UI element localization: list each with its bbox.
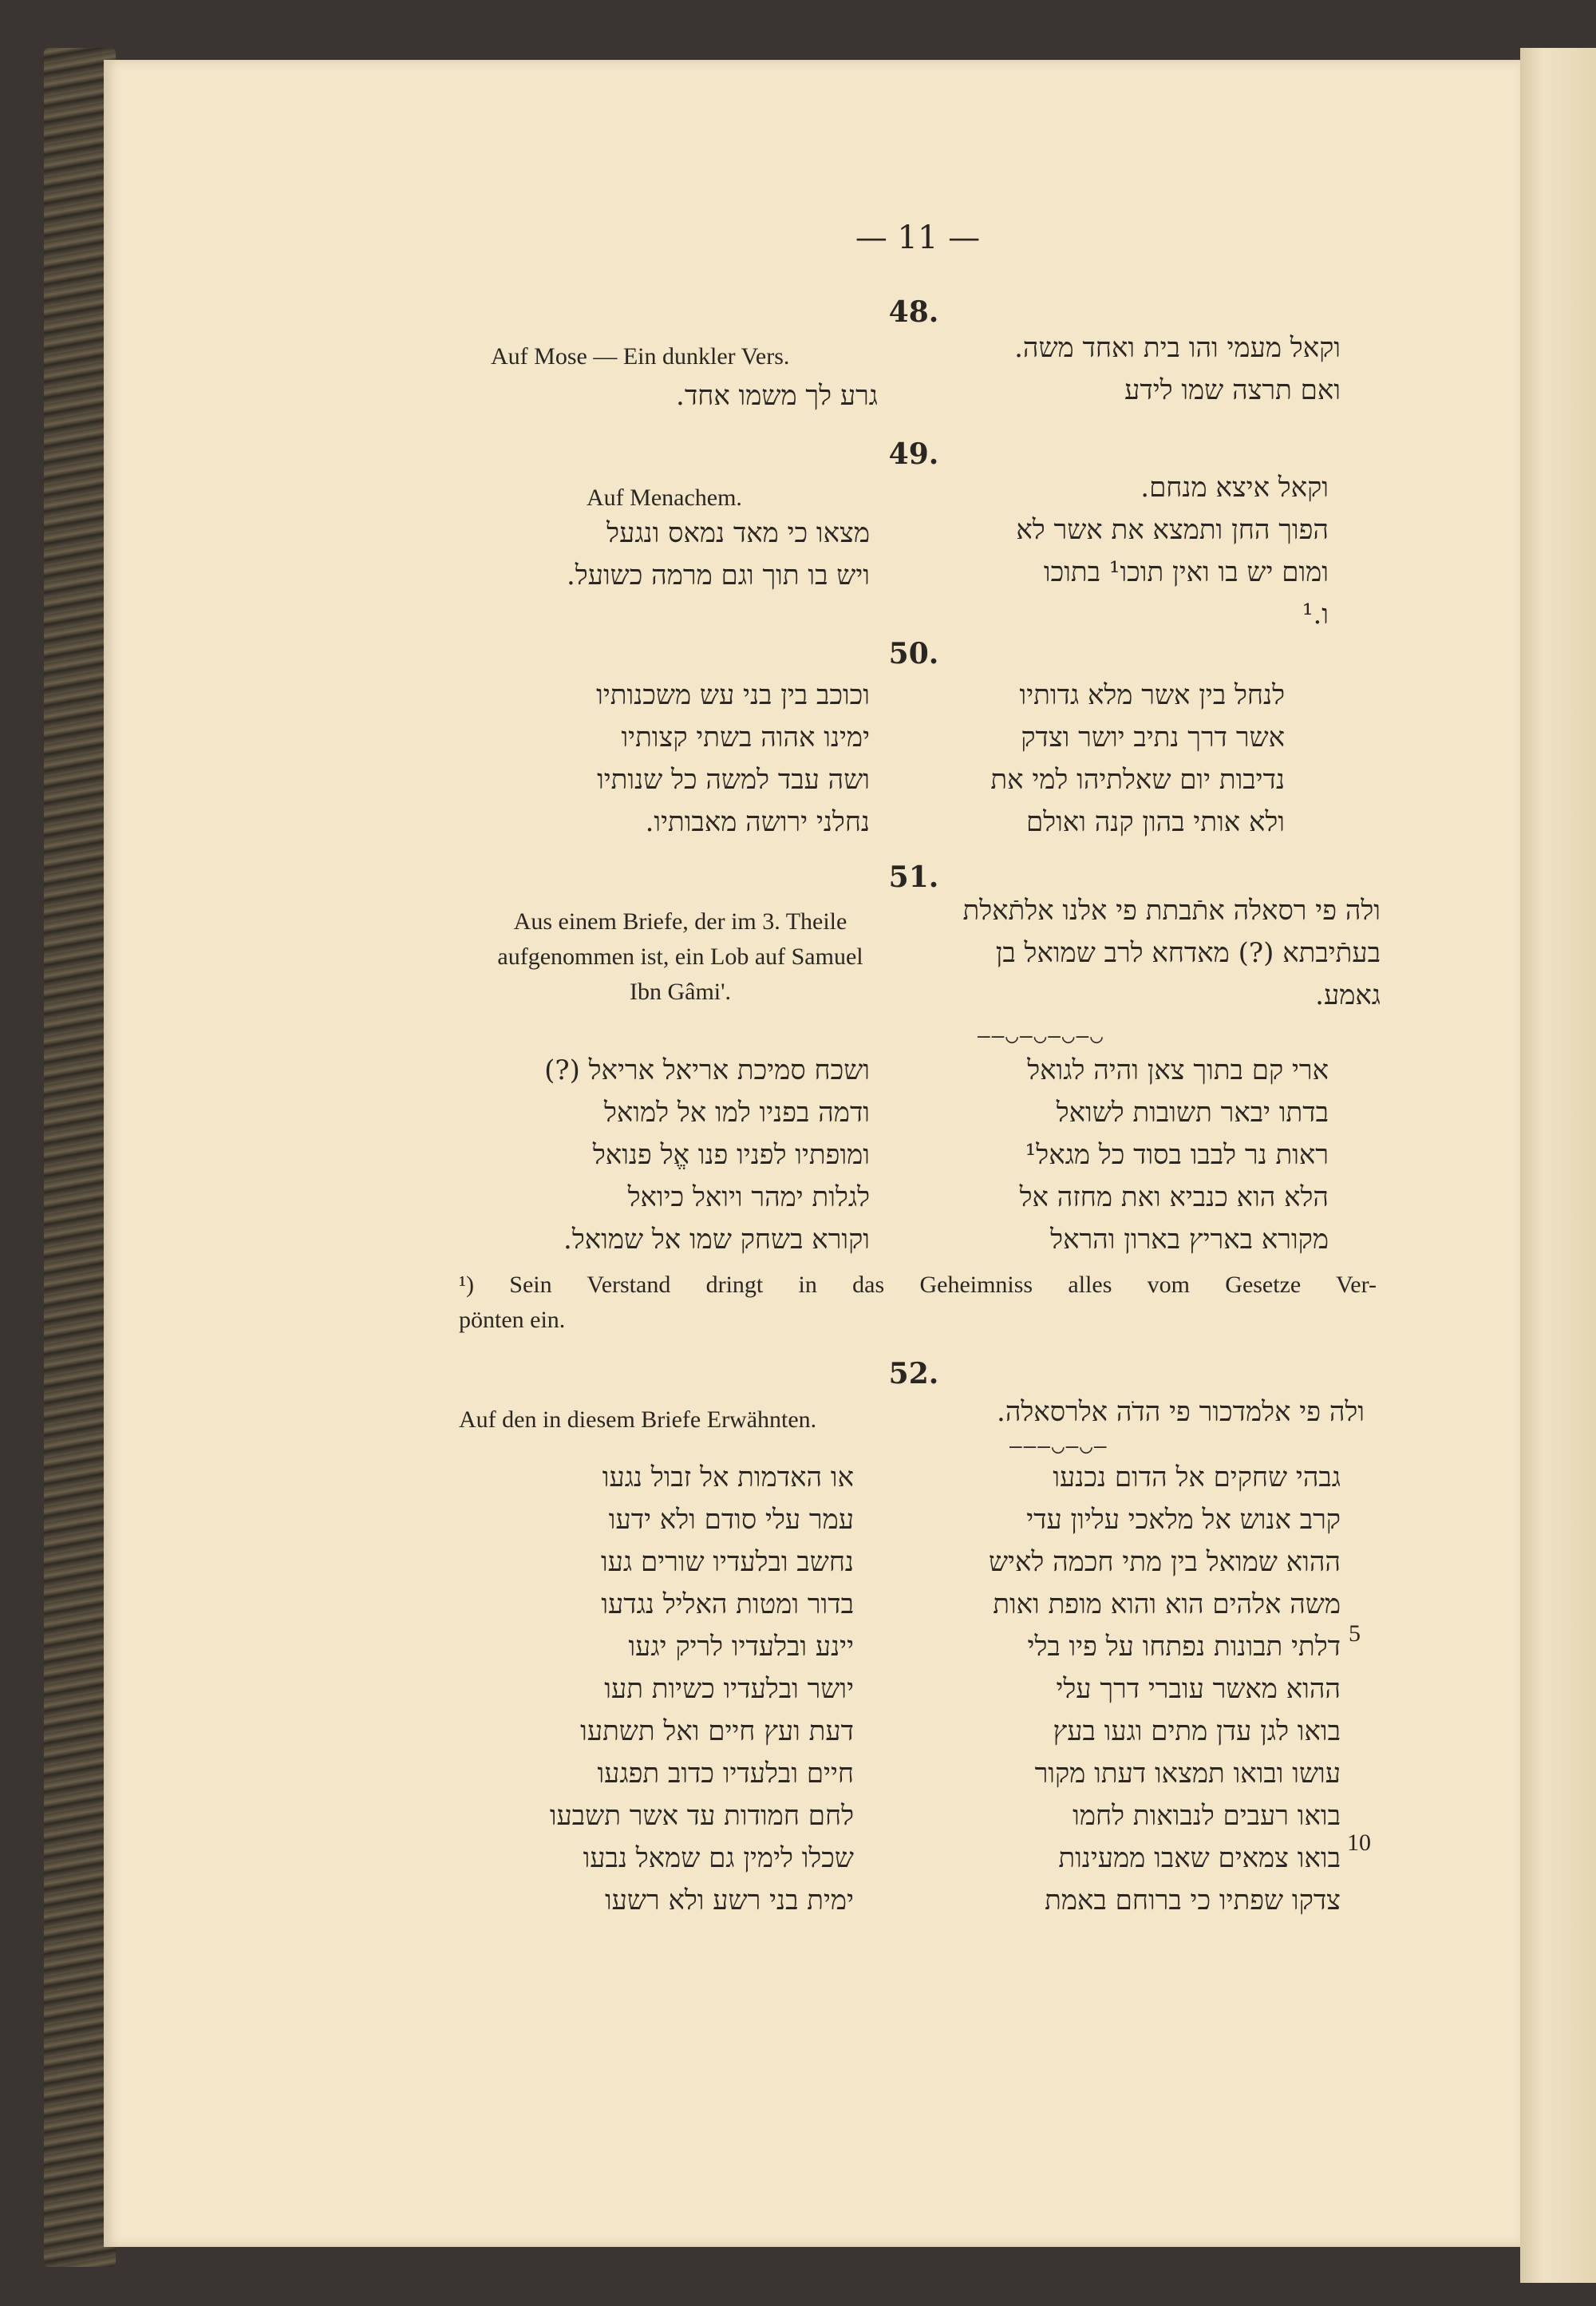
hebrew-line: ושכח סמיכת אריאל אריאל (?) — [544, 1054, 870, 1086]
hebrew-line: צדקו שפתיו כי ברוחם באמת — [1045, 1885, 1341, 1916]
hebrew-line: עמר עלי סודם ולא ידעו — [608, 1504, 854, 1536]
section-50-hebrew-left — [495, 674, 870, 844]
section-52-hebrew-heading: ולה פי אלמדכור פי הדֹה אלרסאלה. — [997, 1396, 1365, 1428]
hebrew-line: ההוא שמואל בין מתי חכמה לאיש — [988, 1546, 1341, 1578]
hebrew-line: ומום יש בו ואין תוכו¹ בתוכו — [1043, 556, 1329, 588]
hebrew-line: הלא הוא כנביא ואת מחזה אל — [1019, 1181, 1329, 1213]
hebrew-line: ההוא מאשר עוברי דרך עלי — [1056, 1673, 1341, 1705]
hebrew-line: בואו לגן עדן מתים וגעו בעץ — [1053, 1715, 1341, 1747]
section-48-hebrew-left: גרע לך משמו אחד. — [676, 380, 878, 412]
page-header: — 11 — — [855, 220, 981, 256]
hebrew-line: לגלות ימהר ויואל כיואל — [627, 1181, 870, 1213]
hebrew-line: גאמע. — [1315, 979, 1381, 1011]
hebrew-line: בעתֿיבתא (?) מאדחא לרב שמואל בן — [995, 937, 1381, 969]
section-52-meter: ———◡—◡— — [1009, 1434, 1108, 1458]
hebrew-line: ראות נר לבבו בסוד כל מגאל¹ — [1025, 1139, 1329, 1171]
hebrew-line: ימית בני רשע ולא רשעו — [604, 1885, 854, 1916]
line-number-5: 5 — [1349, 1620, 1361, 1647]
hebrew-line: נחשב ובלעדיו שורים געו — [600, 1546, 854, 1578]
hebrew-line: ומופתיו לפניו פנו אֱל פנואל — [592, 1139, 870, 1171]
section-51-hebrew-right — [942, 1050, 1329, 1261]
section-51-meter: —–◡—◡—◡—◡ — [978, 1024, 1104, 1048]
hebrew-line: ו.¹ — [1302, 599, 1329, 631]
hebrew-line: בואו צמאים שאבו ממעינות — [1058, 1842, 1341, 1874]
hebrew-line: או האדמות אל זבול נגעו — [602, 1462, 854, 1493]
section-49-number: 49. — [888, 437, 939, 471]
footnote-line: pönten ein. — [459, 1307, 566, 1333]
hebrew-line: ואם תרצה שמו לידע — [1124, 374, 1341, 406]
section-52-number: 52. — [888, 1357, 939, 1390]
hebrew-line: ארי קם בתוך צאן והיה לגואל — [1027, 1054, 1329, 1086]
section-48-hebrew-right — [918, 327, 1341, 412]
hebrew-line: גבהי שחקים אל הדום נכנעו — [1053, 1462, 1341, 1493]
hebrew-line: בואו רעבים לנבואות לחמו — [1073, 1800, 1341, 1832]
hebrew-line: יינע ובלעדיו לריק יגעו — [628, 1631, 854, 1663]
hebrew-line: שכלו לימין גם שמאל נבעו — [583, 1842, 854, 1874]
hebrew-line: וקורא בשחק שמו אל שמואל. — [563, 1224, 870, 1256]
hebrew-line: וכוכב בין בני עש משכנותיו — [596, 679, 870, 711]
hebrew-line: ולא אותי בהון קנה ואולם — [1025, 806, 1285, 838]
section-49-caption: Auf Menachem. — [587, 485, 742, 511]
caption-line: Ibn Gâmi'. — [629, 979, 732, 1005]
hebrew-line: הפוך החן ותמצא את אשר לא — [1016, 514, 1329, 546]
hebrew-line: חיים ובלעדיו כדוב תפגעו — [597, 1758, 854, 1790]
hebrew-line: לחם חמודות עד אשר תשבעו — [549, 1800, 854, 1832]
caption-line: Aus einem Briefe, der im 3. Theile — [513, 908, 847, 935]
section-51-number: 51. — [888, 860, 939, 894]
hebrew-line: בדתו יבאר תשובות לשואל — [1056, 1097, 1329, 1129]
next-page-edge — [1520, 48, 1596, 2283]
hebrew-line: ושה עבד למשה כל שנותיו — [597, 764, 870, 796]
hebrew-line: ימינו אהוה בשתי קצותיו — [621, 722, 870, 754]
section-51-footnote — [459, 1268, 1377, 1338]
hebrew-line: דלתי תבונות נפתחו על פיו בלי — [1027, 1631, 1341, 1663]
hebrew-line: ודמה בפניו למו אל למואל — [604, 1097, 870, 1129]
section-48-number: 48. — [888, 295, 939, 329]
section-52-hebrew-left — [479, 1457, 854, 1922]
section-48-caption: Auf Mose — Ein dunkler Vers. — [491, 343, 790, 370]
hebrew-line: מקורא באריץ בארון והראל — [1050, 1224, 1329, 1256]
section-51-hebrew-left — [495, 1050, 870, 1261]
section-50-hebrew-right — [918, 674, 1285, 844]
hebrew-line: עושו ובואו תמצאו דעתו מקור — [1034, 1758, 1341, 1790]
hebrew-line: לנחל בין אשר מלא גדותיו — [1019, 679, 1285, 711]
hebrew-line: נדיבות יום שאלתיהו למי את — [990, 764, 1285, 796]
section-52-hebrew-right — [926, 1457, 1341, 1922]
section-51-hebrew-heading — [926, 890, 1381, 1017]
hebrew-line: דעת ועץ חיים ואל תשתעו — [580, 1715, 854, 1747]
section-49-hebrew-right — [918, 467, 1329, 636]
section-52-caption: Auf den in diesem Briefe Erwähnten. — [459, 1406, 817, 1433]
hebrew-line: יושר ובלעדיו כשיות תעו — [604, 1673, 854, 1705]
hebrew-line: ולה פי רסאלה אתֿבתת פי אלנו אלתֿאלת — [962, 895, 1381, 927]
hebrew-line: מצאו כי מאד נמאס ונגעל — [606, 517, 870, 549]
footnote-line: ¹) Sein Verstand dringt in das Geheimniss alles vom Gesetze Ver- — [459, 1272, 1377, 1298]
section-50-number: 50. — [888, 637, 939, 670]
hebrew-line: וקאל מעמי והו בית ואחד משה. — [1014, 332, 1341, 364]
hebrew-line: וקאל איצא מנחם. — [1140, 472, 1329, 504]
hebrew-line: נחלני ירושה מאבותיו. — [645, 806, 870, 838]
section-49-hebrew-left — [495, 512, 870, 597]
hebrew-line: בדור ומטות האליל נגדעו — [601, 1588, 854, 1620]
line-number-10: 10 — [1347, 1829, 1371, 1856]
section-51-caption — [459, 904, 902, 1010]
caption-line: aufgenommen ist, ein Lob auf Samuel — [497, 943, 863, 970]
hebrew-line: ויש בו תוך וגם מרמה כשועל. — [567, 560, 870, 591]
hebrew-line: משה אלהים הוא והוא מופת ואות — [993, 1588, 1341, 1620]
hebrew-line: קרב אנוש אל מלאכי עליון עדי — [1026, 1504, 1341, 1536]
hebrew-line: אשר דרך נתיב יושר וצדק — [1021, 722, 1285, 754]
